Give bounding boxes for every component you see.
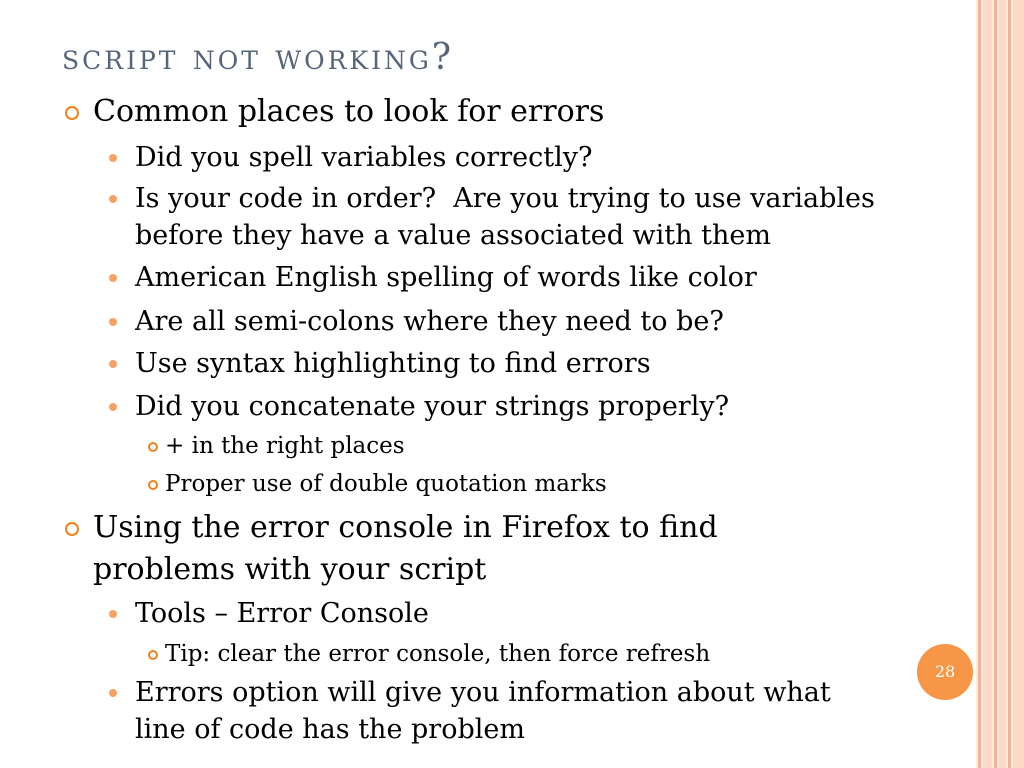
ring-bullet-icon [148,650,158,660]
bullet-text: + in the right places [165,433,405,459]
stripe [1008,0,1011,768]
stripe [994,0,997,768]
sub-bullet-item [0,674,960,748]
bullet-text: American English spelling of words like color [135,262,757,293]
sub-bullet-item [0,388,960,425]
slide-number-badge: 28 [917,644,973,700]
bullet-text: Did you concatenate your strings properly? [135,391,730,422]
dot-bullet-icon [109,154,117,162]
bullet-text: Are all semi-colons where they need to be? [135,306,724,337]
ring-bullet-icon [148,442,158,452]
bullet-item [0,507,960,591]
bullet-text: Proper use of double quotation marks [165,471,607,497]
bullet-text: Using the error console in Firefox to find [93,510,718,545]
ring-bullet-icon [148,480,158,490]
bullet-text: before they have a value associated with them [135,220,771,251]
sub-bullet-item [0,259,960,296]
sub-bullet-item [0,139,960,176]
dot-bullet-icon [109,360,117,368]
sub-sub-bullet-item [0,638,960,670]
dot-bullet-icon [109,689,117,697]
dot-bullet-icon [109,318,117,326]
stripe [999,0,1006,768]
ring-bullet-icon [65,522,79,536]
sub-sub-bullet-item [0,468,960,500]
sub-bullet-item [0,303,960,340]
sub-sub-bullet-item [0,430,960,462]
slide-title: script not working? [62,37,455,78]
bullet-item [0,91,960,133]
decorative-stripes [976,0,1024,768]
bullet-text: Common places to look for errors [93,94,605,129]
sub-bullet-item [0,180,960,254]
stripe [1013,0,1024,768]
stripe [978,0,981,768]
bullet-text: Did you spell variables correctly? [135,142,593,173]
bullet-text: Tip: clear the error console, then force refresh [165,641,711,667]
sub-bullet-item [0,345,960,382]
bullet-text: line of code has the problem [135,714,525,745]
bullet-text: Tools – Error Console [135,598,429,629]
stripe [983,0,992,768]
bullet-text: Use syntax highlighting to find errors [135,348,651,379]
bullet-text: Errors option will give you information about what [135,677,831,708]
bullet-text: problems with your script [93,552,487,587]
sub-bullet-item [0,595,960,632]
dot-bullet-icon [109,274,117,282]
dot-bullet-icon [109,610,117,618]
bullet-text: Is your code in order? Are you trying to use variables [135,183,875,214]
dot-bullet-icon [109,403,117,411]
ring-bullet-icon [65,106,79,120]
dot-bullet-icon [109,195,117,203]
